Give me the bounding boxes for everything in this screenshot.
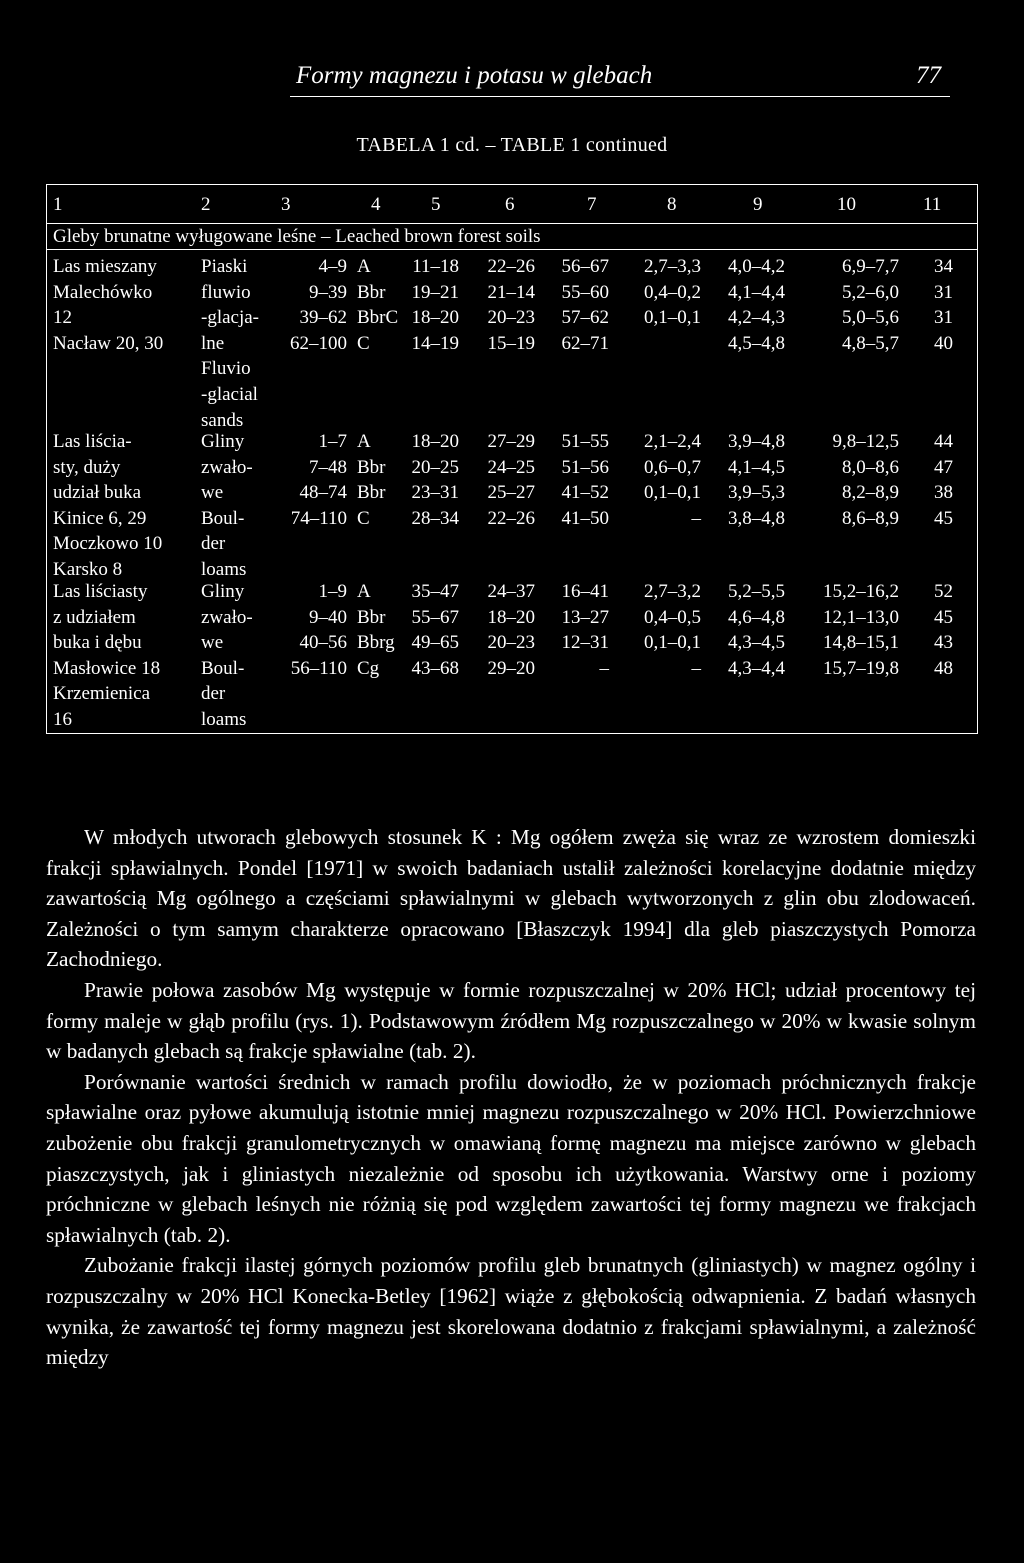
running-head (0, 62, 1024, 98)
table-cell: 41–50 (561, 507, 609, 529)
table-cell: 0,4–0,5 (644, 606, 701, 628)
site-name: 16 (53, 709, 72, 730)
soil-texture: -glacial (201, 384, 258, 405)
table-cell: 12–31 (561, 632, 609, 654)
table-cell: – (691, 657, 701, 679)
table-cell: 4–9 (318, 256, 347, 277)
table-cell: 2,7–3,2 (644, 581, 701, 602)
soil-texture: Piaski (201, 256, 248, 277)
soil-texture: loams (201, 559, 247, 580)
soil-texture: Gliny (201, 431, 245, 452)
table-cell: 5,0–5,6 (842, 307, 899, 329)
section-rule (47, 249, 977, 250)
table-cell: 0,6–0,7 (644, 456, 701, 478)
table-cell: 55–60 (561, 281, 609, 303)
table-cell: 27–29 (487, 431, 535, 452)
table-cell: A (357, 256, 371, 277)
soil-texture: zwało- (201, 606, 253, 628)
soil-texture: der (201, 533, 226, 555)
section-header: Gleby brunatne wyługowane leśne – Leached brown forest soils (53, 226, 541, 247)
table-cell: Bbr (357, 281, 386, 303)
table-cell: 55–67 (411, 606, 459, 628)
column-number: 4 (371, 194, 381, 215)
column-number: 6 (505, 194, 515, 215)
table-cell: 0,1–0,1 (644, 482, 701, 504)
site-name: Nacław 20, 30 (53, 332, 164, 354)
table-cell: 15,7–19,8 (823, 657, 899, 679)
site-name: sty, duży (53, 456, 121, 478)
soil-texture: Fluvio (201, 358, 251, 380)
table-cell: 28–34 (411, 507, 459, 529)
column-number: 2 (201, 194, 211, 215)
table-cell: 43–68 (411, 657, 459, 679)
site-name: Kinice 6, 29 (53, 507, 147, 529)
table-cell: – (691, 507, 701, 529)
site-name: z udziałem (53, 606, 136, 628)
table-cell: 34 (934, 256, 953, 277)
table-cell: 14–19 (411, 332, 459, 354)
table-cell: 12,1–13,0 (823, 606, 899, 628)
table-cell: – (599, 657, 609, 679)
table-cell: 15,2–16,2 (823, 581, 899, 602)
column-number: 7 (587, 194, 597, 215)
table-cell: 57–62 (561, 307, 609, 329)
table-cell: 5,2–6,0 (842, 281, 899, 303)
column-number: 3 (281, 194, 291, 215)
table-cell: 1–7 (318, 431, 347, 452)
soil-texture: loams (201, 709, 247, 730)
table-cell: 0,4–0,2 (644, 281, 701, 303)
table-cell: 40 (934, 332, 953, 354)
column-number: 9 (753, 194, 763, 215)
table-cell: 15–19 (487, 332, 535, 354)
table-cell: 7–48 (309, 456, 347, 478)
table-cell: 45 (934, 507, 953, 529)
table-cell: Cg (357, 657, 380, 679)
soil-texture: zwało- (201, 456, 253, 478)
soil-texture: -glacja- (201, 307, 260, 329)
table-cell: 22–26 (487, 256, 535, 277)
table-cell: A (357, 581, 371, 602)
table-cell: 4,3–4,5 (728, 632, 785, 654)
table-cell: 41–52 (561, 482, 609, 504)
soil-texture: Boul- (201, 507, 245, 529)
site-name: Malechówko (53, 281, 153, 303)
paragraph: Prawie połowa zasobów Mg występuje w formie rozpuszczalnej w 20% HCl; udział procentowy tej formy maleje w głąb profilu (rys. 1). Podstawowym źródłem Mg rozpuszczalnego w 20% w kwasie solnym w badanych glebach są frakcje spławialne (tab. 2). (46, 977, 976, 1064)
table-cell: 16–41 (561, 581, 609, 602)
table-cell: 18–20 (411, 431, 459, 452)
table-cell: 25–27 (487, 482, 535, 504)
table-cell: 47 (934, 456, 953, 478)
table-cell: 39–62 (299, 307, 347, 329)
table-cell: 20–23 (487, 632, 535, 654)
table-cell: 45 (934, 606, 953, 628)
table-cell: 48–74 (299, 482, 347, 504)
site-name: Moczkowo 10 (53, 533, 163, 555)
table-cell: 14,8–15,1 (823, 632, 899, 654)
table-cell: 5,2–5,5 (728, 581, 785, 602)
soil-texture: lne (201, 332, 225, 354)
table-cell: 4,3–4,4 (728, 657, 785, 679)
table-cell: 4,1–4,4 (728, 281, 785, 303)
table-cell: BbrC (357, 307, 399, 329)
table-cell: 52 (934, 581, 953, 602)
column-number: 8 (667, 194, 677, 215)
table-cell: Bbr (357, 456, 386, 478)
table-cell: 8,2–8,9 (842, 482, 899, 504)
table-cell: 4,2–4,3 (728, 307, 785, 329)
column-number: 5 (431, 194, 441, 215)
table-cell: 1–9 (318, 581, 347, 602)
column-number: 1 (53, 194, 63, 215)
table-cell: C (357, 332, 370, 354)
table-cell: Bbr (357, 482, 386, 504)
table-cell: A (357, 431, 371, 452)
running-title: Formy magnezu i potasu w glebach (296, 62, 653, 89)
table-cell: 20–25 (411, 456, 459, 478)
table-cell: 40–56 (299, 632, 347, 654)
table-cell: 4,8–5,7 (842, 332, 899, 354)
table-cell: 13–27 (561, 606, 609, 628)
column-number: 10 (837, 194, 856, 215)
site-name: Masłowice 18 (53, 657, 161, 679)
table-cell: 48 (934, 657, 953, 679)
table-cell: 74–110 (290, 507, 347, 529)
table-cell: 8,6–8,9 (842, 507, 899, 529)
site-name: Las liścia- (53, 431, 132, 452)
table-cell: 24–37 (487, 581, 535, 602)
table-cell: C (357, 507, 370, 529)
table-cell: 3,8–4,8 (728, 507, 785, 529)
table-cell: 3,9–4,8 (728, 431, 785, 452)
table-cell: 43 (934, 632, 953, 654)
site-name: Krzemienica (53, 683, 151, 705)
site-name: Karsko 8 (53, 559, 123, 580)
table-cell: 4,6–4,8 (728, 606, 785, 628)
table-cell: 9–39 (309, 281, 347, 303)
soil-texture: we (201, 482, 224, 504)
table-cell: 8,0–8,6 (842, 456, 899, 478)
soil-texture: Gliny (201, 581, 245, 602)
site-name: 12 (53, 307, 72, 329)
table-cell: 49–65 (411, 632, 459, 654)
table-cell: 4,1–4,5 (728, 456, 785, 478)
table-cell: 0,1–0,1 (644, 632, 701, 654)
header-rule (47, 223, 977, 224)
header-rule (290, 96, 950, 97)
table-cell: 56–110 (290, 657, 347, 679)
table-cell: 51–56 (561, 456, 609, 478)
site-name: udział buka (53, 482, 142, 504)
table-cell: 62–71 (561, 332, 609, 354)
paragraph: W młodych utworach glebowych stosunek K : Mg ogółem zwęża się wraz ze wzrostem domieszki frakcji spławialnych. Pondel [1971] w swoich badaniach ustalił zależności korelacyjne dodatnie między zawartością Mg ogólnego a częściami spławialnymi w glebach wytworzonych z glin obu zlodowaceń. Zależności o tym samym charakterze opracowano [Błaszczyk 1994] dla gleb piaszczystych Pomorza Zachodniego. (46, 825, 976, 972)
site-name: buka i dębu (53, 632, 142, 654)
soil-texture: we (201, 632, 224, 654)
table-cell: 20–23 (487, 307, 535, 329)
table-cell: 29–20 (487, 657, 535, 679)
table-cell: 4,5–4,8 (728, 332, 785, 354)
table-cell: 18–20 (411, 307, 459, 329)
table-cell: Bbr (357, 606, 386, 628)
column-number: 11 (923, 194, 942, 215)
paragraph: Porównanie wartości średnich w ramach profilu dowiodło, że w poziomach próchnicznych frakcje spławialne oraz pyłowe akumulują istotnie mniej magnezu rozpuszczalnego w 20% HCl. Powierzchniowe zubożenie obu frakcji granulometrycznych w omawianą formę magnezu ma miejsce zarówno w glebach piaszczystych, jak i gliniastych niezależnie od sposobu ich użytkowania. Warstwy orne i poziomy próchniczne w glebach leśnych nie różnią się pod względem zawartości tej formy magnezu we frakcjach spławialnych (tab. 2). (46, 1069, 976, 1247)
table-cell: 11–18 (412, 256, 459, 277)
soil-texture: sands (201, 409, 244, 431)
table-cell: 44 (934, 431, 953, 452)
table-cell: 31 (934, 307, 953, 329)
table-cell: 22–26 (487, 507, 535, 529)
soil-texture: Boul- (201, 657, 245, 679)
table-cell: 9–40 (309, 606, 347, 628)
table-cell: 9,8–12,5 (832, 431, 899, 452)
table-cell: 21–14 (487, 281, 535, 303)
table-cell: 19–21 (411, 281, 459, 303)
table-cell: 31 (934, 281, 953, 303)
table-caption: TABELA 1 cd. – TABLE 1 continued (356, 134, 668, 156)
body-text (46, 822, 976, 1373)
soil-texture: fluwio (201, 281, 251, 303)
table-cell: 23–31 (411, 482, 459, 504)
table-cell: 24–25 (487, 456, 535, 478)
table-cell: 18–20 (487, 606, 535, 628)
table-cell: 38 (934, 482, 953, 504)
table-cell: Bbrg (357, 632, 395, 654)
table-cell: 6,9–7,7 (842, 256, 899, 277)
table-cell: 0,1–0,1 (644, 307, 701, 329)
table-cell: 35–47 (411, 581, 459, 602)
table-cell: 56–67 (561, 256, 609, 277)
table-cell: 2,7–3,3 (644, 256, 701, 277)
table-cell: 62–100 (290, 332, 347, 354)
table-cell: 3,9–5,3 (728, 482, 785, 504)
page-number: 77 (916, 62, 941, 89)
site-name: Las mieszany (53, 256, 157, 277)
table-cell: 51–55 (561, 431, 609, 452)
data-table (46, 184, 978, 734)
table-cell: 2,1–2,4 (644, 431, 701, 452)
site-name: Las liściasty (53, 581, 148, 602)
soil-texture: der (201, 683, 226, 705)
table-cell: 4,0–4,2 (728, 256, 785, 277)
paragraph: Zubożanie frakcji ilastej górnych poziomów profilu gleb brunatnych (gliniastych) w magnez ogólny i rozpuszczalny w 20% HCl Konecka-Betley [1962] wiąże z głębokością odwapnienia. Z badań własnych wynika, że zawartość tej formy magnezu jest skorelowana dodatnio z frakcjami spławialnymi, a zależność między (46, 1253, 976, 1370)
